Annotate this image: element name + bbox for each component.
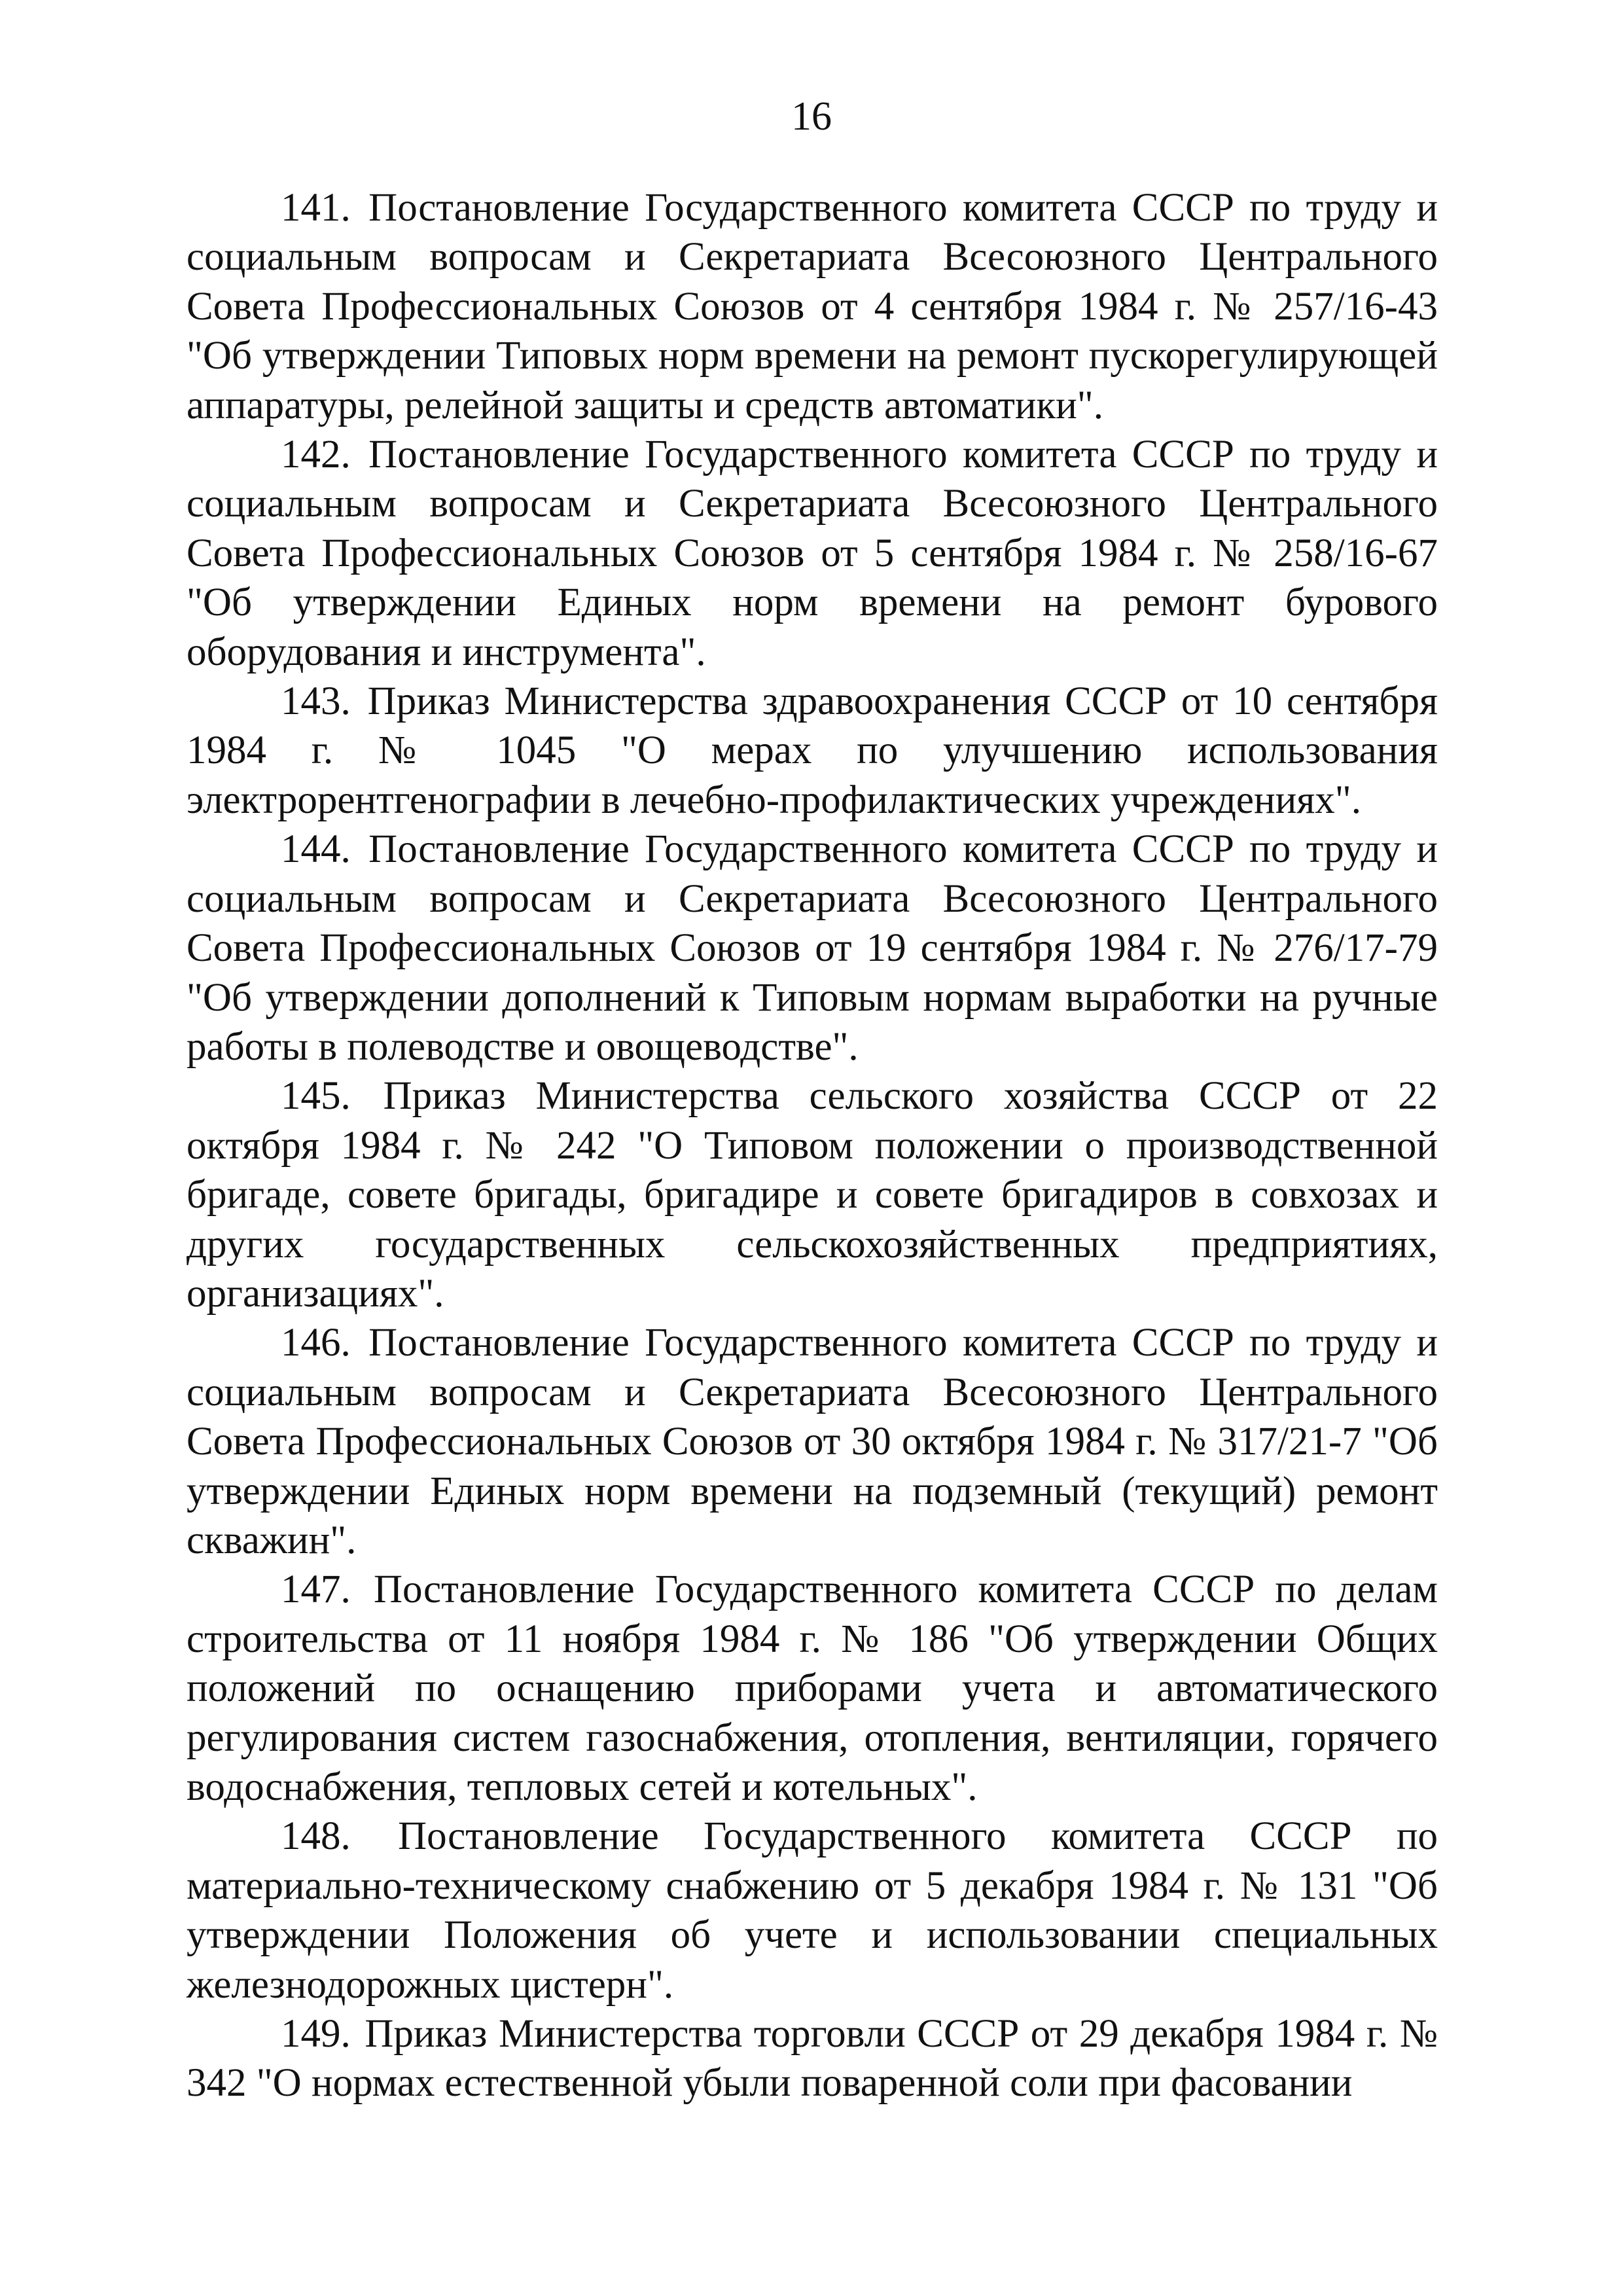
- item-text: Приказ Министерства торговли СССР от 29 декабря 1984 г. № 342 "О нормах естественной убыли поваренной соли при фасовании: [187, 2012, 1438, 2106]
- list-item-146: [187, 1318, 1438, 1565]
- list-item-143: [187, 677, 1438, 825]
- item-number: 146.: [281, 1321, 351, 1365]
- item-number: 147.: [281, 1568, 351, 1612]
- item-text: Постановление Государственного комитета СССР по труду и социальным вопросам и Секретариата Всесоюзного Центрального Совета Профессиональных Союзов от 19 сентября 1984 г. № 276/17-79 "Об утверждении дополнений к Типовым нормам выработки на ручные работы в полеводстве и овощеводстве".: [187, 827, 1438, 1069]
- item-text: Постановление Государственного комитета СССР по труду и социальным вопросам и Секретариата Всесоюзного Центрального Совета Профессиональных Союзов от 5 сентября 1984 г. № 258/16-67 "Об утверждении Единых норм времени на ремонт бурового оборудования и инструмента".: [187, 433, 1438, 674]
- page-number: 16: [791, 94, 832, 139]
- list-item-149: [187, 2009, 1438, 2108]
- item-text: Приказ Министерства здравоохранения СССР от 10 сентября 1984 г. № 1045 "О мерах по улучшению использования электрорентгенографии в лечебно-профилактических учреждениях".: [187, 679, 1438, 822]
- item-number: 142.: [281, 433, 351, 477]
- item-text: Приказ Министерства сельского хозяйства СССР от 22 октября 1984 г. № 242 "О Типовом положении о производственной бригаде, совете бригады, бригадире и совете бригадиров в совхозах и других государственных сельскохозяйственных предприятиях, организациях".: [187, 1074, 1438, 1316]
- item-number: 141.: [281, 186, 351, 230]
- item-number: 148.: [281, 1814, 351, 1859]
- list-item-144: [187, 825, 1438, 1071]
- item-number: 149.: [281, 2012, 351, 2056]
- item-number: 144.: [281, 827, 351, 872]
- item-text: Постановление Государственного комитета СССР по делам строительства от 11 ноября 1984 г. № 186 "Об утверждении Общих положений по оснащению приборами учета и автоматического регулирования систем газоснабжения, отопления, вентиляции, горячего водоснабжения, тепловых сетей и котельных".: [187, 1568, 1438, 1809]
- list-item-141: [187, 183, 1438, 430]
- item-text: Постановление Государственного комитета СССР по труду и социальным вопросам и Секретариата Всесоюзного Центрального Совета Профессиональных Союзов от 4 сентября 1984 г. № 257/16-43 "Об утверждении Типовых норм времени на ремонт пускорегулирующей аппаратуры, релейной защиты и средств автоматики".: [187, 186, 1438, 427]
- document-body: [187, 183, 1438, 2108]
- list-item-142: [187, 430, 1438, 677]
- item-number: 143.: [281, 679, 351, 724]
- item-text: Постановление Государственного комитета СССР по материально-техническому снабжению от 5 декабря 1984 г. № 131 "Об утверждении Положения об учете и использовании специальных железнодорожных цистерн".: [187, 1814, 1438, 2007]
- list-item-148: [187, 1812, 1438, 2009]
- item-text: Постановление Государственного комитета СССР по труду и социальным вопросам и Секретариата Всесоюзного Центрального Совета Профессиональных Союзов от 30 октября 1984 г. № 317/21-7 "Об утверждении Единых норм времени на подземный (текущий) ремонт скважин".: [187, 1321, 1438, 1562]
- list-item-145: [187, 1071, 1438, 1318]
- item-number: 145.: [281, 1074, 351, 1119]
- list-item-147: [187, 1565, 1438, 1812]
